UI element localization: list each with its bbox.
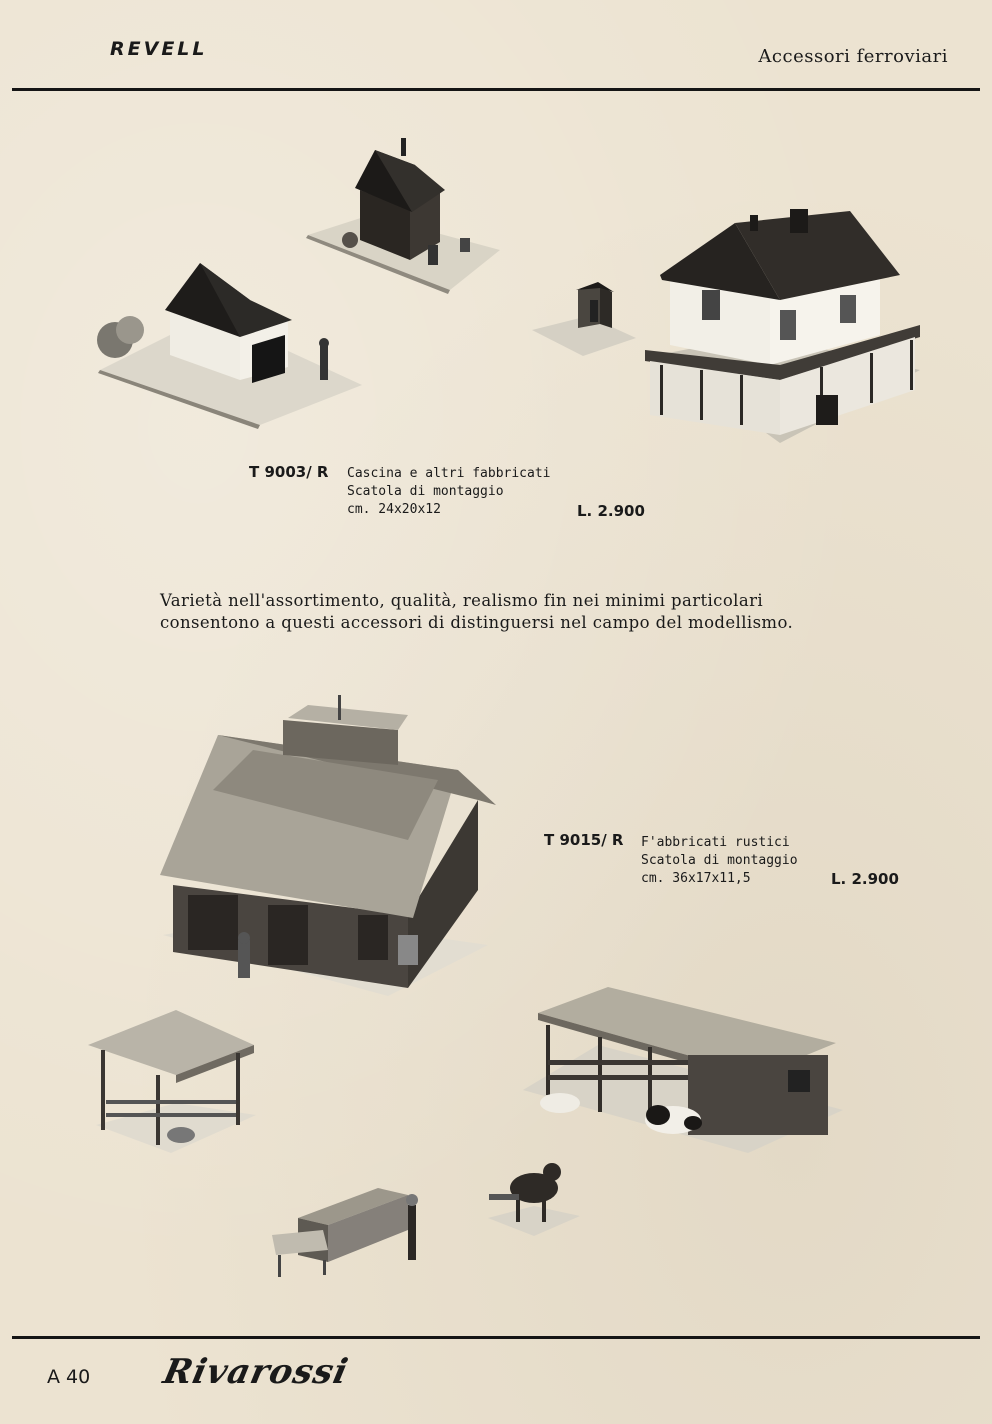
- photo-cow-model: [484, 1158, 584, 1238]
- product-price: L. 2.900: [831, 870, 899, 888]
- section-title: Accessori ferroviari: [758, 46, 948, 67]
- photo-outhouse-model: [528, 278, 640, 358]
- tagline-line: Varietà nell'assortimento, qualità, realismo fin nei minimi particolari: [160, 591, 764, 610]
- product-dimensions: cm. 24x20x12: [347, 502, 441, 517]
- brand-label: REVELL: [110, 38, 208, 60]
- footer-rule: [12, 1336, 980, 1339]
- rivarossi-logo: Rivarossi: [159, 1352, 353, 1392]
- product-kit-type: Scatola di montaggio: [347, 484, 504, 499]
- photo-coop-model: [268, 1180, 438, 1280]
- product-price: L. 2.900: [577, 502, 645, 520]
- product-code: T 9015/ R: [544, 831, 624, 849]
- product-description: [641, 834, 798, 888]
- tagline-line: consentono a questi accessori di distinguersi nel campo del modellismo.: [160, 613, 794, 632]
- product-code: T 9003/ R: [249, 463, 329, 481]
- photo-large-barn-model: [158, 690, 503, 1000]
- page-number: A 40: [47, 1366, 91, 1388]
- product-description: [347, 465, 551, 519]
- photo-shelter-model: [86, 1005, 261, 1155]
- header-rule: [12, 88, 980, 91]
- product-name: F'abbricati rustici: [641, 835, 790, 850]
- tagline: [160, 590, 860, 634]
- product-kit-type: Scatola di montaggio: [641, 853, 798, 868]
- product-name: Cascina e altri fabbricati: [347, 466, 551, 481]
- photo-stable-model: [518, 985, 848, 1160]
- product-dimensions: cm. 36x17x11,5: [641, 871, 751, 886]
- photo-shed-model: [90, 255, 370, 430]
- photo-farmhouse-model: [640, 205, 925, 445]
